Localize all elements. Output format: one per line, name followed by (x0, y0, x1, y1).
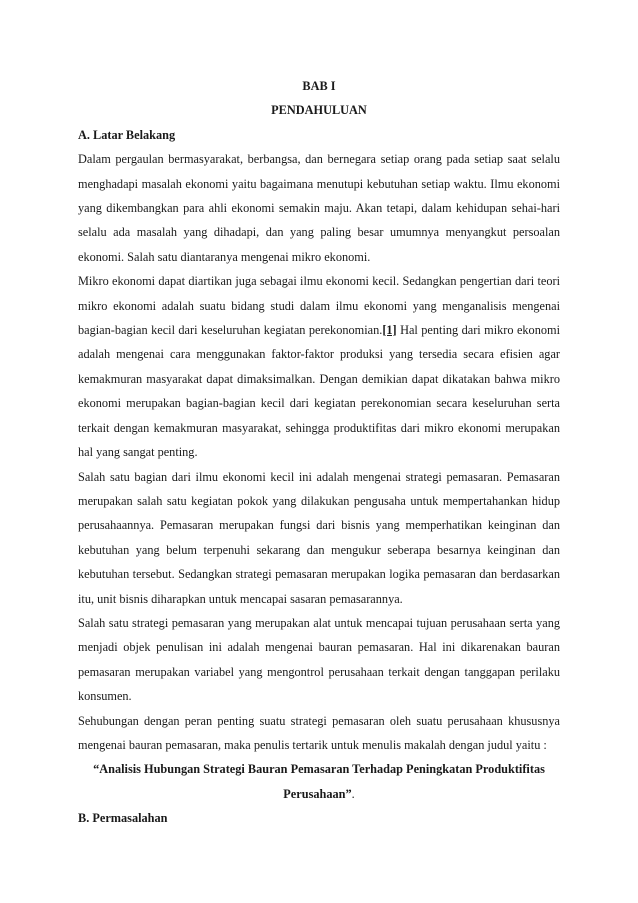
footnote-ref-link[interactable]: [1] (382, 323, 397, 338)
paper-title-main: “Analisis Hubungan Strategi Bauran Pemasaran Terhadap Peningkatan Produktifitas (93, 762, 545, 777)
paragraph-5: Sehubungan dengan peran penting suatu strategi pemasaran oleh suatu perusahaan khususnya mengenai bauran pemasaran, maka penulis tertarik untuk menulis makalah dengan judul yaitu : (78, 713, 560, 752)
paragraph-2-text-before: Mikro ekonomi dapat diartikan juga sebagai ilmu ekonomi kecil. Sedangkan pengertian dari teori mikro ekonomi adalah suatu bidang studi dalam ilmu ekonomi yang menganalisis mengenai bagian-bagian kecil dari keseluruhan kegiatan perekonomian. (78, 274, 560, 338)
chapter-title: PENDAHULUAN (271, 103, 367, 118)
paper-title-end: Perusahaan” (283, 786, 352, 801)
document-page (78, 74, 560, 831)
paragraph-3: Salah satu bagian dari ilmu ekonomi kecil ini adalah mengenai strategi pemasaran. Pemasaran merupakan salah satu kegiatan pokok yang dilakukan pengusaha untuk mempertahankan hidup perusahaannya. Pemasaran merupakan fungsi dari bisnis yang memperhatikan keinginan dan kebutuhan yang belum terpenuhi sekarang dan mengukur seberapa besarnya keinginan dan kebutuhan tersebut. Sedangkan strategi pemasaran merupakan logika pemasaran dan berdasarkan itu, unit bisnis diharapkan untuk mencapai sasaran pemasarannya. (78, 469, 560, 606)
paragraph-2-text-after: Hal penting dari mikro ekonomi adalah mengenai cara menggunakan faktor-faktor produksi yang tersedia secara efisien agar kemakmuran masyarakat dapat dimaksimalkan. Dengan demikian dapat dikatakan bahwa mikro ekonomi merupakan bagian-bagian kecil dari kegiatan perekonomian secara keseluruhan serta terkait dengan kemakmuran masyarakat, sehingga produktifitas dari mikro ekonomi merupakan hal yang sangat penting. (78, 323, 560, 460)
section-b-heading: B. Permasalahan (78, 811, 168, 826)
paper-title-period: . (351, 786, 355, 801)
chapter-number: BAB I (302, 79, 336, 93)
paragraph-2 (78, 269, 560, 464)
section-a-heading: A. Latar Belakang (78, 127, 176, 142)
paragraph-1: Dalam pergaulan bermasyarakat, berbangsa, dan bernegara setiap orang pada setiap saat selalu menghadapi masalah ekonomi yaitu bagaimana menutupi kebutuhan setiap waktu. Ilmu ekonomi yang dikembangkan para ahli ekonomi semakin maju. Akan tetapi, dalam kehidupan sehai-hari selalu ada masalah yang dihadapi, dan yang paling besar umumnya menyangkut persoalan ekonomi. Salah satu diantaranya mengenai mikro ekonomi. (78, 152, 560, 264)
paper-title-quote (78, 757, 560, 806)
paragraph-4: Salah satu strategi pemasaran yang merupakan alat untuk mencapai tujuan perusahaan serta yang menjadi objek penulisan ini adalah mengenai bauran pemasaran. Hal ini dikarenakan bauran pemasaran merupakan variabel yang mengontrol perusahaan terkait dengan tanggapan perilaku konsumen. (78, 615, 560, 704)
